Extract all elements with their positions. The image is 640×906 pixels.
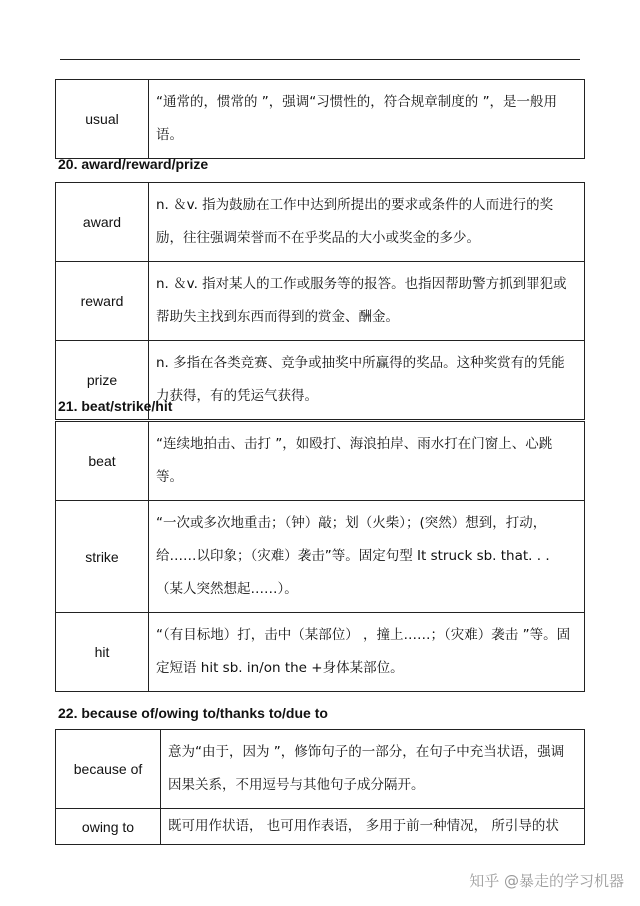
term-cell: hit (56, 613, 149, 692)
definition-cell: “一次或多次地重击；（钟）敲；划（火柴）；(突然）想到，打动，给……以印象；（灾难）袭击”等。固定句型 It struck sb. that. . .（某人突然想起……）。 (149, 501, 585, 613)
table-row (56, 730, 585, 809)
table-row (56, 80, 585, 159)
definition-cell: n. ＆v. 指为鼓励在工作中达到所提出的要求或条件的人而进行的奖励，往往强调荣誉而不在乎奖品的大小或奖金的多少。 (149, 183, 585, 262)
definition-cell: 意为“由于，因为 ”，修饰句子的一部分，在句子中充当状语，强调因果关系，不用逗号与其他句子成分隔开。 (161, 730, 585, 809)
table-row (56, 501, 585, 613)
term-cell: owing to (56, 809, 161, 845)
table-row (56, 262, 585, 341)
table-row (56, 613, 585, 692)
table-row (56, 809, 585, 845)
term-cell: reward (56, 262, 149, 341)
section-heading-21: 21. beat/strike/hit (58, 398, 173, 414)
table-award-reward-prize (55, 182, 585, 420)
term-cell: prize (56, 341, 149, 420)
table-row (56, 422, 585, 501)
term-cell: beat (56, 422, 149, 501)
header-rule (60, 59, 580, 60)
definition-cell: “通常的，惯常的 ”，强调“习惯性的，符合规章制度的 ”，是一般用语。 (149, 80, 585, 159)
section-heading-20: 20. award/reward/prize (58, 156, 209, 172)
definition-cell: “（有目标地）打，击中（某部位） ，撞上……；（灾难）袭击 ”等。固定短语 hit sb. in/on the +身体某部位。 (149, 613, 585, 692)
definition-cell: n. 多指在各类竞赛、竞争或抽奖中所赢得的奖品。这种奖赏有的凭能力获得，有的凭运气获得。 (149, 341, 585, 420)
term-cell: strike (56, 501, 149, 613)
table-usual (55, 79, 585, 159)
table-because-of-owing-to (55, 729, 585, 845)
section-heading-22: 22. because of/owing to/thanks to/due to (58, 705, 328, 721)
watermark: 知乎 @暴走的学习机器 (469, 872, 624, 890)
definition-cell: 既可用作状语， 也可用作表语， 多用于前一种情况， 所引导的状 (161, 809, 585, 845)
definition-cell: “连续地拍击、击打 ”，如殴打、海浪拍岸、雨水打在门窗上、心跳等。 (149, 422, 585, 501)
definition-cell: n. ＆v. 指对某人的工作或服务等的报答。也指因帮助警方抓到罪犯或帮助失主找到东西而得到的赏金、酬金。 (149, 262, 585, 341)
table-row (56, 183, 585, 262)
term-cell: usual (56, 80, 149, 159)
term-cell: because of (56, 730, 161, 809)
table-beat-strike-hit (55, 421, 585, 692)
term-cell: award (56, 183, 149, 262)
